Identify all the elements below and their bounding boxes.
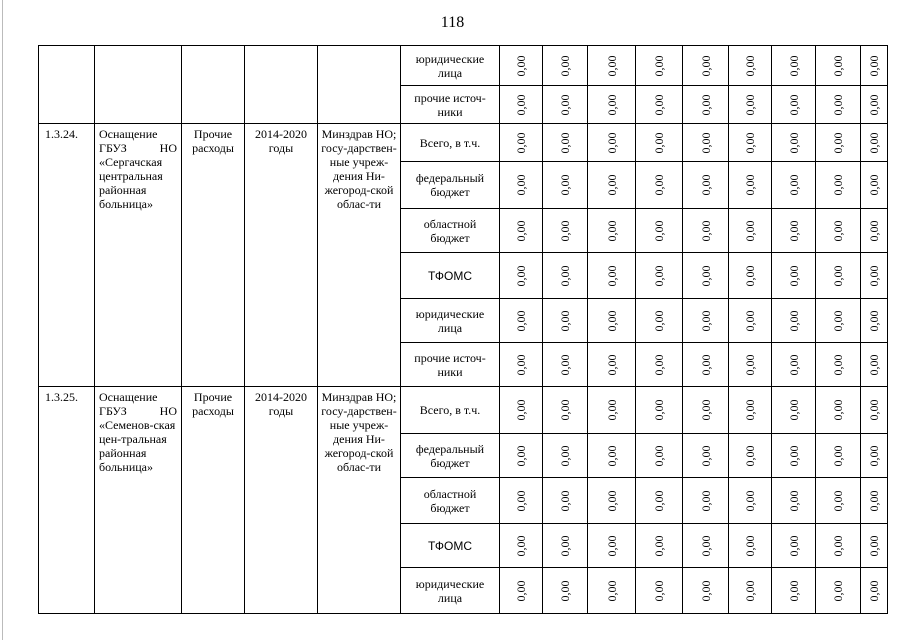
value-text: 0,00	[558, 310, 572, 331]
value-cell	[861, 162, 888, 209]
value-text: 0,00	[604, 310, 619, 331]
value-text: 0,00	[652, 220, 666, 241]
value-cell	[543, 299, 588, 343]
table-row	[39, 46, 888, 86]
value-text: 0,00	[831, 55, 845, 76]
value-cell	[636, 478, 683, 524]
value-cell	[816, 568, 861, 614]
value-text: 0,00	[604, 220, 619, 241]
value-cell	[683, 343, 729, 387]
value-cell	[500, 86, 543, 124]
value-cell	[588, 46, 636, 86]
value-text: 0,00	[743, 354, 757, 375]
value-text: 0,00	[698, 580, 713, 601]
value-text: 0,00	[786, 535, 801, 556]
value-cell	[636, 434, 683, 478]
value-text: 0,00	[514, 132, 528, 153]
value-text: 0,00	[514, 265, 528, 286]
value-cell	[588, 387, 636, 434]
value-text: 0,00	[831, 174, 845, 196]
value-cell	[861, 46, 888, 86]
source-cell: Всего, в т.ч.	[401, 387, 500, 434]
value-cell	[543, 524, 588, 568]
value-cell	[772, 524, 816, 568]
value-cell	[588, 568, 636, 614]
value-cell	[543, 568, 588, 614]
value-cell	[729, 434, 772, 478]
value-text: 0,00	[558, 445, 572, 466]
value-cell	[816, 434, 861, 478]
value-cell	[816, 524, 861, 568]
value-text: 0,00	[743, 535, 757, 556]
value-cell	[588, 124, 636, 162]
period: 2014-2020 годы	[245, 124, 318, 387]
value-cell	[500, 209, 543, 253]
value-text: 0,00	[698, 445, 713, 466]
value-text: 0,00	[743, 94, 757, 115]
value-text: 0,00	[604, 535, 619, 556]
value-cell	[683, 162, 729, 209]
value-cell	[816, 209, 861, 253]
value-cell	[816, 299, 861, 343]
value-cell	[729, 46, 772, 86]
value-cell	[729, 124, 772, 162]
value-cell	[636, 387, 683, 434]
value-cell	[543, 46, 588, 86]
source-cell: ТФОМС	[401, 253, 500, 299]
value-cell	[588, 209, 636, 253]
value-text: 0,00	[786, 310, 801, 331]
value-cell	[772, 253, 816, 299]
value-cell	[729, 253, 772, 299]
source-cell: областной бюджет	[401, 478, 500, 524]
value-text: 0,00	[604, 55, 619, 76]
source-cell: юридические лица	[401, 568, 500, 614]
value-cell	[543, 387, 588, 434]
value-text: 0,00	[831, 310, 845, 331]
value-text: 0,00	[514, 490, 528, 511]
value-cell	[816, 46, 861, 86]
value-cell	[729, 299, 772, 343]
value-text: 0,00	[558, 55, 572, 76]
value-text: 0,00	[652, 265, 666, 286]
value-cell	[816, 478, 861, 524]
value-text: 0,00	[698, 354, 713, 375]
value-cell	[543, 209, 588, 253]
value-cell	[861, 209, 888, 253]
value-cell	[500, 253, 543, 299]
source-cell: юридические лица	[401, 46, 500, 86]
value-cell	[683, 524, 729, 568]
value-cell	[683, 299, 729, 343]
value-cell	[636, 568, 683, 614]
value-cell	[772, 387, 816, 434]
value-cell	[543, 343, 588, 387]
value-text: 0,00	[786, 55, 801, 76]
responsible: Минздрав НО; госу-дарствен-ные учреж-дения Ни-жегород-ской облас-ти	[318, 387, 401, 614]
value-cell	[816, 162, 861, 209]
value-cell	[729, 343, 772, 387]
source-cell: прочие источ-ники	[401, 86, 500, 124]
value-text: 0,00	[786, 265, 801, 286]
value-text: 0,00	[786, 490, 801, 511]
value-text: 0,00	[698, 132, 713, 153]
value-cell	[816, 387, 861, 434]
value-text: 0,00	[786, 132, 801, 153]
value-cell	[729, 86, 772, 124]
value-text: 0,00	[652, 354, 666, 375]
value-text: 0,00	[831, 220, 845, 241]
value-text: 0,00	[652, 490, 666, 511]
value-text: 0,00	[652, 94, 666, 115]
value-text: 0,00	[558, 354, 572, 375]
value-text: 0,00	[558, 490, 572, 511]
value-cell	[683, 568, 729, 614]
value-cell	[683, 253, 729, 299]
value-text: 0,00	[831, 399, 845, 421]
value-cell	[772, 86, 816, 124]
value-cell	[772, 434, 816, 478]
value-text: 0,00	[831, 94, 845, 115]
value-cell	[683, 478, 729, 524]
table-row	[39, 124, 888, 162]
value-text: 0,00	[786, 174, 801, 196]
value-cell	[683, 46, 729, 86]
expense-type: Прочие расходы	[182, 387, 245, 614]
item-name: Оснащение ГБУЗ НО «Семенов-ская цен-тральная районная больница»	[95, 387, 182, 614]
value-text: 0,00	[514, 399, 528, 421]
value-text: 0,00	[786, 220, 801, 241]
value-cell	[588, 86, 636, 124]
empty-cell	[182, 46, 245, 124]
value-text: 0,00	[698, 535, 713, 556]
source-cell: федеральный бюджет	[401, 162, 500, 209]
value-cell	[772, 124, 816, 162]
value-text: 0,00	[743, 310, 757, 331]
value-cell	[636, 46, 683, 86]
value-text: 0,00	[604, 174, 619, 196]
value-text: 0,00	[652, 174, 666, 196]
value-cell	[543, 86, 588, 124]
value-cell	[861, 299, 888, 343]
value-cell	[816, 343, 861, 387]
value-text: 0,00	[514, 310, 528, 331]
value-text: 0,00	[558, 580, 572, 601]
value-cell	[683, 434, 729, 478]
value-text: 0,00	[604, 445, 619, 466]
value-text: 0,00	[698, 55, 713, 76]
value-text: 0,00	[514, 535, 528, 556]
value-text: 0,00	[867, 310, 881, 331]
source-cell: областной бюджет	[401, 209, 500, 253]
value-text: 0,00	[558, 94, 572, 115]
value-cell	[500, 124, 543, 162]
value-cell	[683, 387, 729, 434]
value-cell	[588, 299, 636, 343]
value-text: 0,00	[652, 132, 666, 153]
value-text: 0,00	[867, 580, 881, 601]
value-cell	[636, 209, 683, 253]
value-text: 0,00	[604, 132, 619, 153]
value-cell	[588, 478, 636, 524]
value-cell	[772, 478, 816, 524]
period: 2014-2020 годы	[245, 387, 318, 614]
value-cell	[861, 124, 888, 162]
empty-cell	[95, 46, 182, 124]
value-cell	[588, 253, 636, 299]
value-text: 0,00	[558, 132, 572, 153]
value-text: 0,00	[558, 535, 572, 556]
value-text: 0,00	[831, 490, 845, 511]
value-text: 0,00	[743, 445, 757, 466]
value-text: 0,00	[698, 174, 713, 196]
value-cell	[772, 209, 816, 253]
empty-cell	[318, 46, 401, 124]
value-text: 0,00	[831, 580, 845, 601]
value-text: 0,00	[867, 132, 881, 153]
value-cell	[500, 343, 543, 387]
value-cell	[588, 343, 636, 387]
value-cell	[500, 568, 543, 614]
value-text: 0,00	[652, 399, 666, 421]
value-text: 0,00	[698, 265, 713, 286]
source-cell: прочие источ-ники	[401, 343, 500, 387]
value-cell	[729, 478, 772, 524]
value-text: 0,00	[786, 580, 801, 601]
value-text: 0,00	[698, 94, 713, 115]
value-text: 0,00	[652, 310, 666, 331]
value-cell	[588, 524, 636, 568]
item-number: 1.3.24.	[39, 124, 95, 387]
value-text: 0,00	[743, 580, 757, 601]
value-cell	[636, 86, 683, 124]
value-text: 0,00	[604, 399, 619, 421]
value-text: 0,00	[867, 535, 881, 556]
value-cell	[861, 434, 888, 478]
value-cell	[816, 124, 861, 162]
value-cell	[772, 46, 816, 86]
value-cell	[772, 162, 816, 209]
value-cell	[861, 86, 888, 124]
value-cell	[636, 299, 683, 343]
value-cell	[861, 387, 888, 434]
source-cell: Всего, в т.ч.	[401, 124, 500, 162]
value-text: 0,00	[514, 580, 528, 601]
value-cell	[543, 124, 588, 162]
value-cell	[636, 253, 683, 299]
value-cell	[683, 86, 729, 124]
value-text: 0,00	[604, 580, 619, 601]
value-cell	[861, 524, 888, 568]
value-cell	[636, 524, 683, 568]
value-text: 0,00	[558, 174, 572, 196]
value-text: 0,00	[743, 265, 757, 286]
value-text: 0,00	[514, 354, 528, 375]
value-text: 0,00	[514, 55, 528, 76]
value-text: 0,00	[831, 445, 845, 466]
value-text: 0,00	[867, 265, 881, 286]
budget-table	[38, 45, 888, 614]
value-text: 0,00	[698, 310, 713, 331]
value-cell	[543, 478, 588, 524]
value-text: 0,00	[831, 265, 845, 286]
value-text: 0,00	[867, 55, 881, 76]
value-text: 0,00	[743, 174, 757, 196]
value-cell	[543, 162, 588, 209]
value-cell	[636, 124, 683, 162]
value-text: 0,00	[743, 55, 757, 76]
value-text: 0,00	[514, 94, 528, 115]
value-text: 0,00	[831, 354, 845, 375]
value-text: 0,00	[867, 220, 881, 241]
value-text: 0,00	[867, 174, 881, 196]
value-cell	[729, 568, 772, 614]
value-text: 0,00	[514, 174, 528, 196]
value-cell	[500, 299, 543, 343]
value-text: 0,00	[558, 265, 572, 286]
value-text: 0,00	[743, 132, 757, 153]
expense-type: Прочие расходы	[182, 124, 245, 387]
empty-cell	[39, 46, 95, 124]
value-text: 0,00	[786, 354, 801, 375]
value-cell	[816, 253, 861, 299]
value-text: 0,00	[786, 399, 801, 421]
value-text: 0,00	[558, 399, 572, 421]
value-text: 0,00	[604, 354, 619, 375]
value-text: 0,00	[652, 535, 666, 556]
value-cell	[816, 86, 861, 124]
value-cell	[636, 162, 683, 209]
value-text: 0,00	[514, 445, 528, 466]
value-text: 0,00	[867, 445, 881, 466]
value-text: 0,00	[604, 94, 619, 115]
value-cell	[543, 434, 588, 478]
page-number: 118	[440, 14, 465, 31]
value-cell	[683, 124, 729, 162]
value-text: 0,00	[867, 490, 881, 511]
value-text: 0,00	[698, 220, 713, 241]
value-cell	[772, 299, 816, 343]
value-text: 0,00	[743, 399, 757, 421]
value-text: 0,00	[867, 399, 881, 421]
value-text: 0,00	[698, 490, 713, 511]
value-cell	[588, 162, 636, 209]
value-text: 0,00	[867, 94, 881, 115]
value-cell	[500, 524, 543, 568]
value-text: 0,00	[831, 132, 845, 153]
value-text: 0,00	[604, 490, 619, 511]
page-edge	[2, 0, 3, 640]
value-cell	[500, 46, 543, 86]
value-cell	[500, 478, 543, 524]
value-cell	[588, 434, 636, 478]
value-cell	[772, 343, 816, 387]
value-cell	[861, 568, 888, 614]
value-text: 0,00	[786, 445, 801, 466]
value-text: 0,00	[652, 580, 666, 601]
value-cell	[861, 343, 888, 387]
value-text: 0,00	[743, 220, 757, 241]
item-name: Оснащение ГБУЗ НО «Сергачская центральная районная больница»	[95, 124, 182, 387]
value-cell	[861, 253, 888, 299]
value-cell	[500, 434, 543, 478]
source-cell: юридические лица	[401, 299, 500, 343]
value-cell	[729, 387, 772, 434]
value-text: 0,00	[867, 354, 881, 375]
empty-cell	[245, 46, 318, 124]
value-text: 0,00	[558, 220, 572, 241]
value-text: 0,00	[743, 490, 757, 511]
value-text: 0,00	[652, 55, 666, 76]
value-text: 0,00	[652, 445, 666, 466]
value-cell	[500, 387, 543, 434]
value-cell	[772, 568, 816, 614]
value-text: 0,00	[604, 265, 619, 286]
source-cell: ТФОМС	[401, 524, 500, 568]
value-cell	[729, 209, 772, 253]
value-cell	[683, 209, 729, 253]
value-cell	[861, 478, 888, 524]
value-cell	[500, 162, 543, 209]
value-cell	[729, 162, 772, 209]
value-text: 0,00	[786, 94, 801, 115]
source-cell: федеральный бюджет	[401, 434, 500, 478]
value-cell	[729, 524, 772, 568]
value-text: 0,00	[514, 220, 528, 241]
value-cell	[636, 343, 683, 387]
item-number: 1.3.25.	[39, 387, 95, 614]
value-text: 0,00	[831, 535, 845, 556]
responsible: Минздрав НО; госу-дарствен-ные учреж-дения Ни-жегород-ской облас-ти	[318, 124, 401, 387]
value-cell	[543, 253, 588, 299]
value-text: 0,00	[698, 399, 713, 421]
table-row	[39, 387, 888, 434]
